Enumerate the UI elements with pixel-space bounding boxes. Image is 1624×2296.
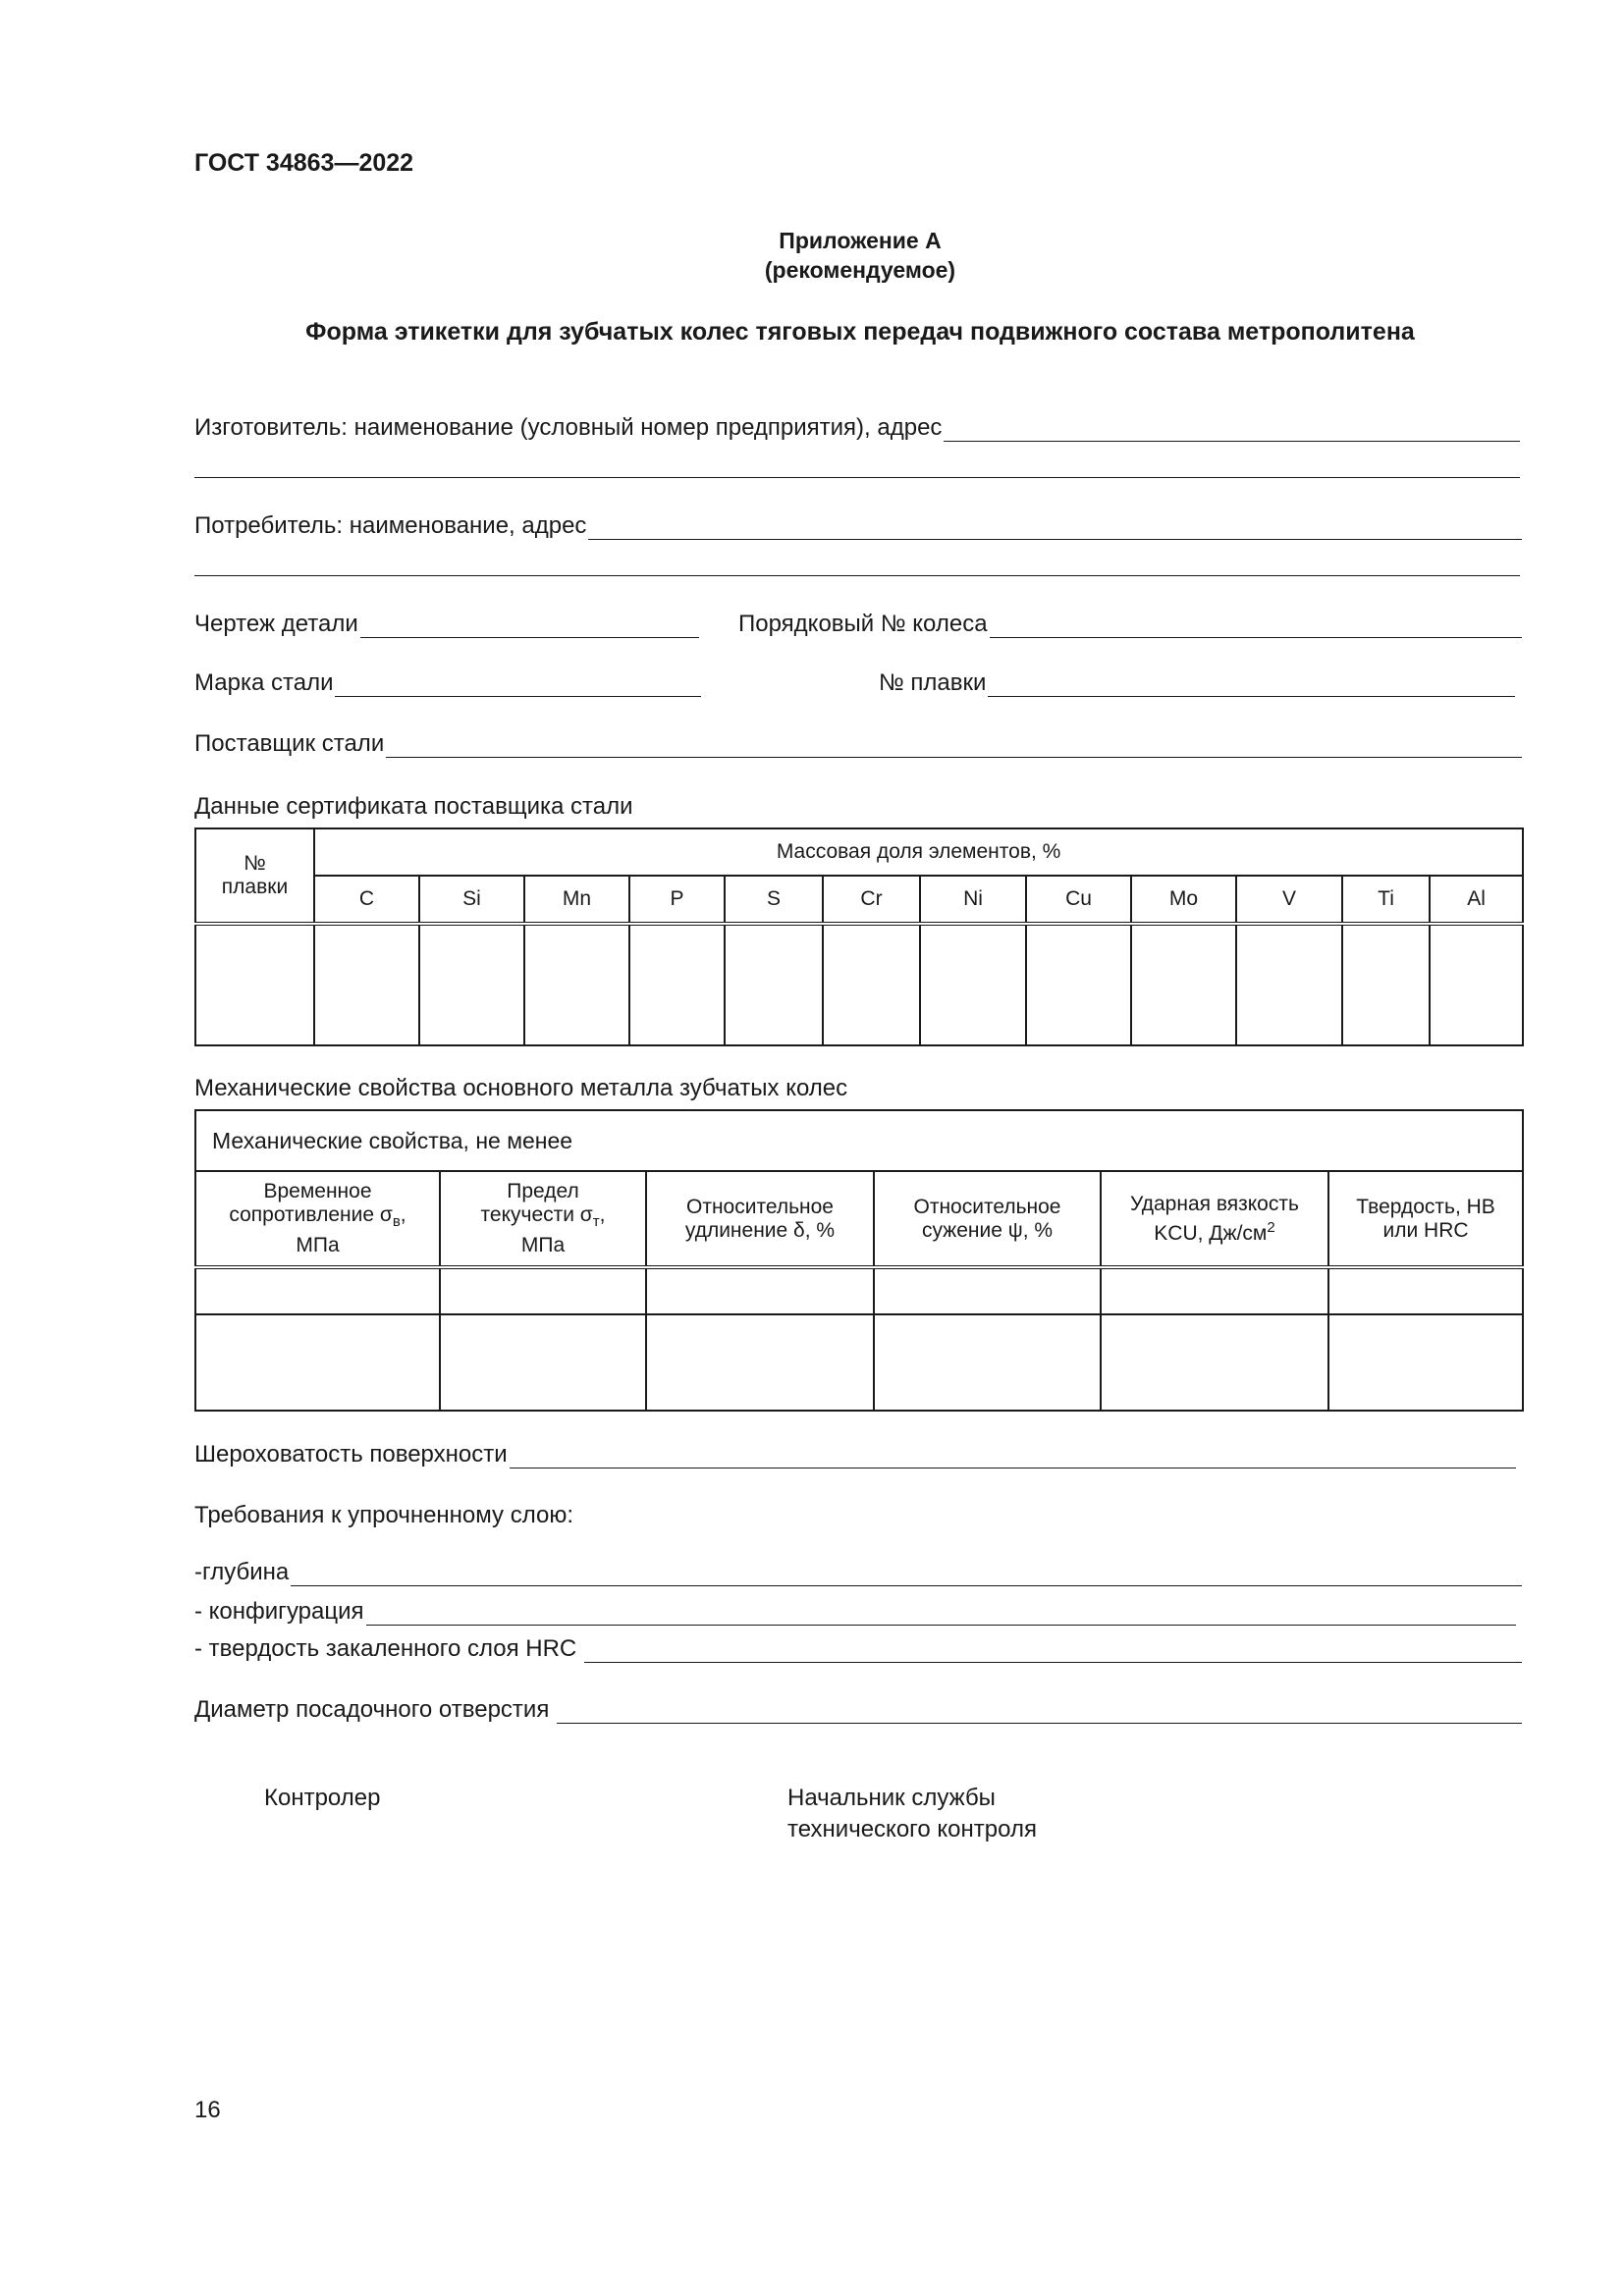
steel-grade-label: Марка стали xyxy=(194,669,334,696)
heat-number-field[interactable] xyxy=(879,667,1515,697)
mech-cell[interactable] xyxy=(1101,1314,1328,1411)
col-tensile-line1: Временное xyxy=(263,1179,372,1202)
steel-supplier-field[interactable] xyxy=(194,728,1522,758)
heat-number-blank[interactable] xyxy=(988,674,1515,697)
mechanical-caption: Механические свойства основного металла зубчатых колес xyxy=(194,1075,848,1101)
col-tensile-strength xyxy=(195,1171,440,1267)
drawing-field[interactable] xyxy=(194,609,699,638)
heat-header-line2: плавки xyxy=(221,876,289,898)
manufacturer-blank-line2[interactable] xyxy=(194,477,1520,478)
wheel-serial-field[interactable] xyxy=(738,609,1522,638)
element-v: V xyxy=(1236,876,1342,924)
standard-number: ГОСТ 34863—2022 xyxy=(194,149,414,177)
wheel-serial-label: Порядковый № колеса xyxy=(738,611,988,637)
bore-diameter-label: Диаметр посадочного отверстия xyxy=(194,1696,550,1723)
mech-cell[interactable] xyxy=(874,1267,1101,1314)
cell-mn[interactable] xyxy=(524,924,629,1045)
col-tensile-line2-end: , xyxy=(400,1202,406,1226)
col-hardness xyxy=(1328,1171,1523,1267)
col-impact-line2: KCU, Дж/см xyxy=(1154,1221,1268,1245)
heat-number-header xyxy=(195,828,314,924)
col-impact-line1: Ударная вязкость xyxy=(1130,1192,1299,1215)
depth-label: -глубина xyxy=(194,1559,290,1585)
wheel-serial-blank[interactable] xyxy=(990,615,1522,638)
controller-signature-label: Контролер xyxy=(264,1785,381,1811)
mech-cell[interactable] xyxy=(440,1267,646,1314)
cell-ni[interactable] xyxy=(920,924,1026,1045)
col-reduction xyxy=(874,1171,1101,1267)
certificate-table xyxy=(194,828,1524,1046)
mech-cell[interactable] xyxy=(1328,1267,1523,1314)
appendix-title: Приложение А xyxy=(779,228,942,253)
depth-field[interactable] xyxy=(194,1557,1522,1586)
cell-heat[interactable] xyxy=(195,924,314,1045)
page-number: 16 xyxy=(194,2097,221,2123)
configuration-field[interactable] xyxy=(194,1596,1516,1626)
steel-supplier-label: Поставщик стали xyxy=(194,730,385,757)
cell-cu[interactable] xyxy=(1026,924,1131,1045)
cell-ti[interactable] xyxy=(1342,924,1430,1045)
col-elongation-line1: Относительное xyxy=(686,1195,834,1218)
hardness-blank[interactable] xyxy=(584,1640,1522,1663)
col-yield-line1: Предел xyxy=(507,1179,579,1202)
mech-cell[interactable] xyxy=(646,1314,874,1411)
element-si: Si xyxy=(419,876,524,924)
hardness-label: - твердость закаленного слоя HRC xyxy=(194,1635,577,1662)
form-title: Форма этикетки для зубчатых колес тяговых передач подвижного состава метрополитена xyxy=(305,318,1415,346)
consumer-blank-line2[interactable] xyxy=(194,575,1520,576)
steel-supplier-blank[interactable] xyxy=(386,735,1522,758)
mechanical-table xyxy=(194,1109,1524,1412)
element-mn: Mn xyxy=(524,876,629,924)
col-yield-line2: текучести σ xyxy=(480,1202,593,1226)
cell-si[interactable] xyxy=(419,924,524,1045)
drawing-label: Чертеж детали xyxy=(194,611,358,637)
col-impact-sup: 2 xyxy=(1267,1218,1275,1236)
manufacturer-blank[interactable] xyxy=(944,419,1520,442)
chief-line2: технического контроля xyxy=(787,1816,1037,1842)
mech-cell[interactable] xyxy=(1101,1267,1328,1314)
mech-cell[interactable] xyxy=(646,1267,874,1314)
col-hardness-line1: Твердость, НВ xyxy=(1356,1195,1495,1218)
mechanical-table-header: Механические свойства, не менее xyxy=(195,1110,1523,1171)
element-cu: Cu xyxy=(1026,876,1131,924)
depth-blank[interactable] xyxy=(291,1564,1522,1586)
mass-fraction-header: Массовая доля элементов, % xyxy=(314,828,1523,876)
col-reduction-line1: Относительное xyxy=(913,1195,1061,1218)
mechanical-data-row-2 xyxy=(195,1314,1523,1411)
col-yield-line3: МПа xyxy=(520,1234,566,1257)
cell-mo[interactable] xyxy=(1131,924,1236,1045)
element-c: C xyxy=(314,876,419,924)
consumer-label: Потребитель: наименование, адрес xyxy=(194,512,587,539)
element-ti: Ti xyxy=(1342,876,1430,924)
consumer-blank[interactable] xyxy=(588,517,1522,540)
bore-diameter-field[interactable] xyxy=(194,1694,1522,1724)
element-p: P xyxy=(629,876,725,924)
cell-s[interactable] xyxy=(725,924,823,1045)
cell-c[interactable] xyxy=(314,924,419,1045)
hardness-field[interactable] xyxy=(194,1633,1522,1663)
element-ni: Ni xyxy=(920,876,1026,924)
col-reduction-line2: сужение ψ, % xyxy=(921,1218,1054,1242)
chief-signature-label xyxy=(787,1783,1037,1845)
col-tensile-line3: МПа xyxy=(296,1234,340,1257)
steel-grade-blank[interactable] xyxy=(335,674,701,697)
roughness-blank[interactable] xyxy=(510,1446,1516,1468)
bore-diameter-blank[interactable] xyxy=(557,1701,1522,1724)
appendix-status: (рекомендуемое) xyxy=(764,257,956,283)
hardened-layer-title: Требования к упрочненному слою: xyxy=(194,1502,574,1528)
mechanical-data-row-1 xyxy=(195,1267,1523,1314)
configuration-blank[interactable] xyxy=(366,1603,1516,1626)
element-cr: Cr xyxy=(823,876,920,924)
chief-line1: Начальник службы xyxy=(787,1785,996,1811)
element-al: Al xyxy=(1430,876,1523,924)
drawing-blank[interactable] xyxy=(360,615,699,638)
col-elongation xyxy=(646,1171,874,1267)
element-s: S xyxy=(725,876,823,924)
col-elongation-line2: удлинение δ, % xyxy=(684,1218,836,1242)
manufacturer-label: Изготовитель: наименование (условный номер предприятия), адрес xyxy=(194,414,943,441)
col-yield-line2-end: , xyxy=(599,1202,606,1226)
cell-cr[interactable] xyxy=(823,924,920,1045)
manufacturer-field[interactable] xyxy=(194,412,1520,442)
cell-al[interactable] xyxy=(1430,924,1523,1045)
col-yield-sub: т xyxy=(592,1213,600,1231)
cell-v[interactable] xyxy=(1236,924,1342,1045)
mech-cell[interactable] xyxy=(874,1314,1101,1411)
col-impact-toughness xyxy=(1101,1171,1328,1267)
mech-cell[interactable] xyxy=(195,1314,440,1411)
roughness-field[interactable] xyxy=(194,1439,1516,1468)
col-hardness-line2: или HRC xyxy=(1382,1218,1469,1242)
col-yield-strength xyxy=(440,1171,646,1267)
heat-header-line1: № xyxy=(244,852,266,875)
roughness-label: Шероховатость поверхности xyxy=(194,1441,508,1468)
element-mo: Mo xyxy=(1131,876,1236,924)
mech-cell[interactable] xyxy=(440,1314,646,1411)
consumer-field[interactable] xyxy=(194,510,1522,540)
heat-number-label: № плавки xyxy=(879,669,987,696)
col-tensile-sub: в xyxy=(392,1213,401,1231)
mech-cell[interactable] xyxy=(1328,1314,1523,1411)
certificate-data-row xyxy=(195,924,1523,1045)
mech-cell[interactable] xyxy=(195,1267,440,1314)
steel-grade-field[interactable] xyxy=(194,667,701,697)
certificate-caption: Данные сертификата поставщика стали xyxy=(194,793,633,820)
cell-p[interactable] xyxy=(629,924,725,1045)
col-tensile-line2: сопротивление σ xyxy=(229,1202,393,1226)
configuration-label: - конфигурация xyxy=(194,1598,364,1625)
